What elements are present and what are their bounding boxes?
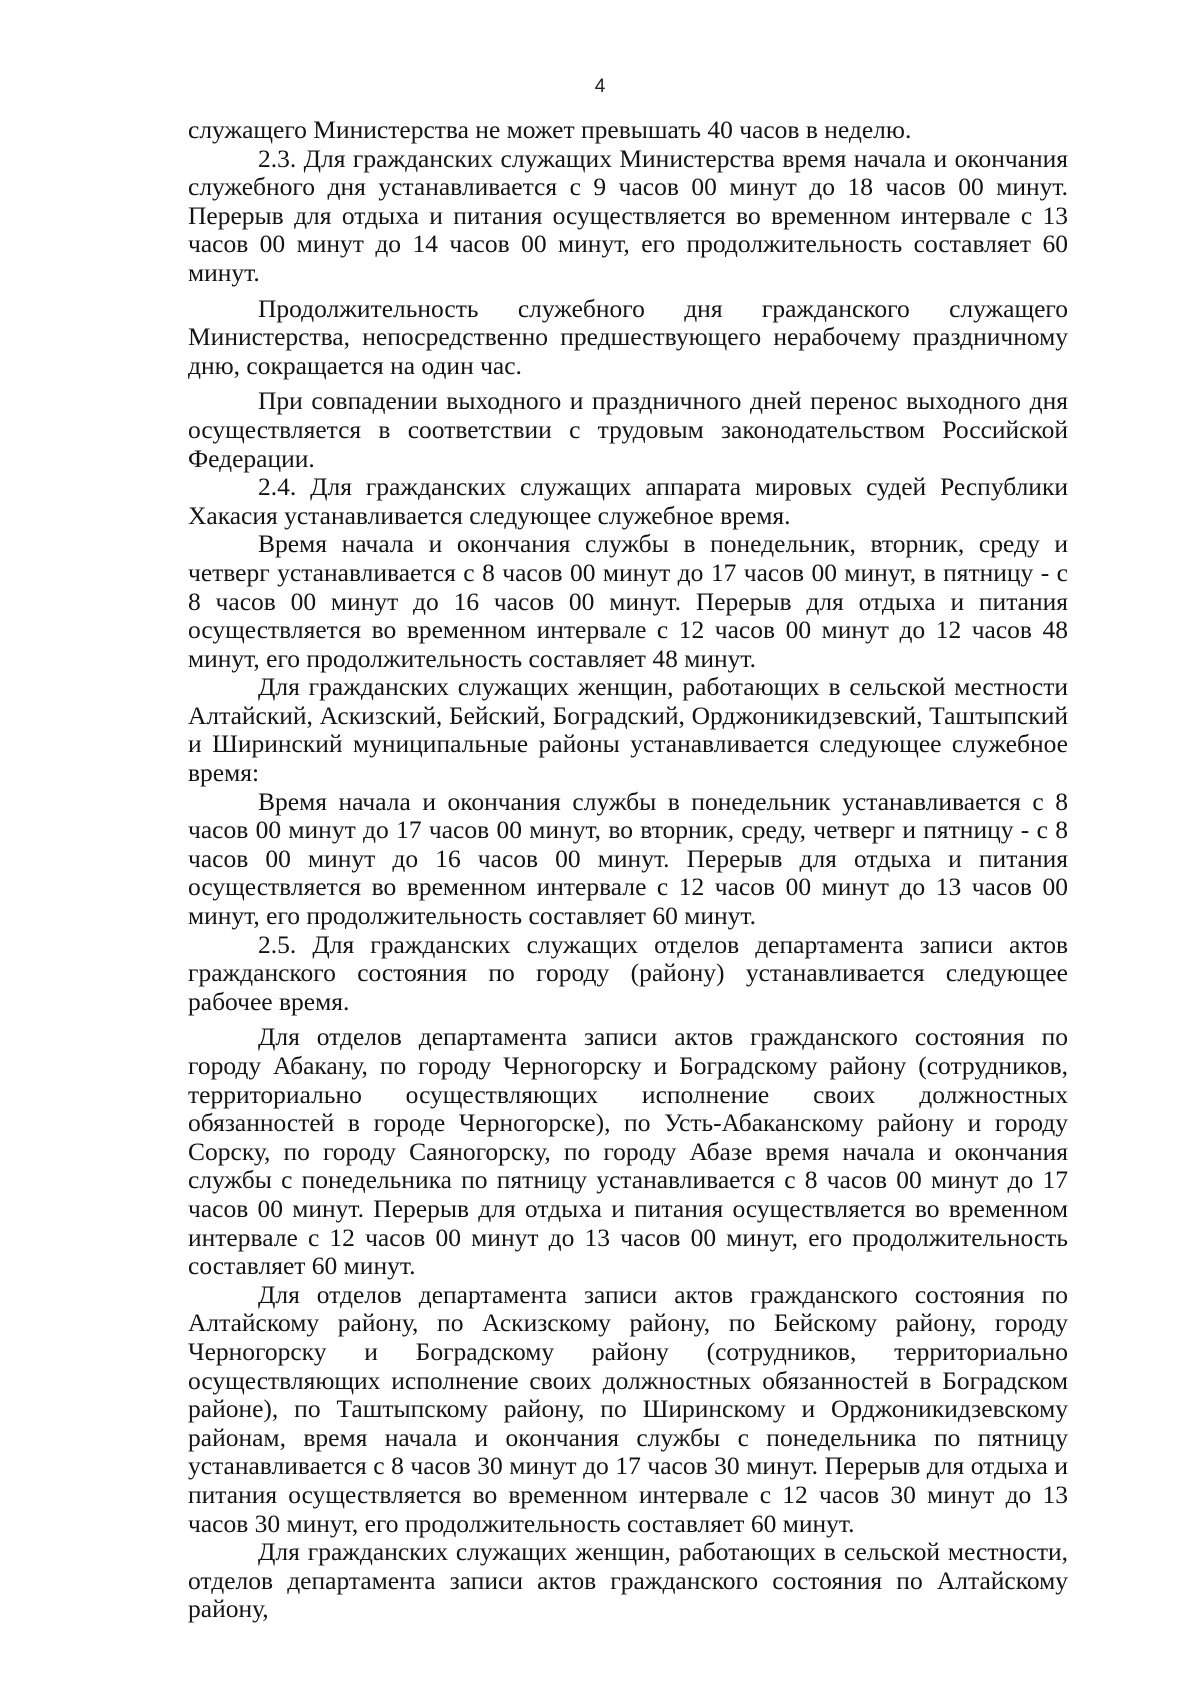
paragraph-rural-women: Для гражданских служащих женщин, работающих в сельской местности Алтайский, Аскизский, Бейский, Боградский, Орджоникидзевский, Таштыпский и Ширинский муниципальные районы устанавливается следующее служебное время:: [188, 672, 1068, 788]
paragraph-2-3: 2.3. Для гражданских служащих Министерства время начала и окончания служебного дня устанавливается с 9 часов 00 минут до 18 часов 00 минут. Перерыв для отдыха и питания осуществляется во временном интервале с 13 часов 00 минут до 14 часов 00 минут, его продолжительность составляет 60 минут.: [188, 143, 1068, 287]
paragraph-judges-schedule: Время начала и окончания службы в понедельник, вторник, среду и четверг устанавливается с 8 часов 00 минут до 17 часов 00 минут, в пятницу - с 8 часов 00 минут до 16 часов 00 минут. Перерыв для отдыха и питания осуществляется во временном интервале с 12 часов 00 минут до 12 часов 48 минут, его продолжительность составляет 48 минут.: [188, 529, 1068, 673]
paragraph-zags-altai: Для отделов департамента записи актов гражданского состояния по Алтайскому району, по Аскизскому району, по Бейскому району, городу Черногорску и Боградскому району (сотрудников, территориально осуществляющих исполнение своих должностных обязанностей в Боградском районе), по Таштыпскому району, по Ширинскому и Орджоникидзевскому районам, время начала и окончания службы с понедельника по пятницу устанавливается с 8 часов 30 минут до 17 часов 30 минут. Перерыв для отдыха и питания осуществляется во временном интервале с 12 часов 30 минут до 13 часов 30 минут, его продолжительность составляет 60 минут.: [188, 1279, 1068, 1538]
paragraph-zags-abakan: Для отделов департамента записи актов гражданского состояния по городу Абакану, по городу Черногорску и Боградскому району (сотрудников, территориально осуществляющих исполнение своих должностных обязанностей в городе Черногорске), по Усть-Абаканскому району и городу Сорску, по городу Саяногорску, по городу Абазе время начала и окончания службы с понедельника по пятницу устанавливается с 8 часов 00 минут до 17 часов 00 минут. Перерыв для отдыха и питания осуществляется во временном интервале с 12 часов 00 минут до 13 часов 00 минут, его продолжительность составляет 60 минут.: [188, 1022, 1068, 1281]
page-number: 4: [594, 76, 606, 97]
paragraph-2-4: 2.4. Для гражданских служащих аппарата мировых судей Республики Хакасия устанавливается следующее служебное время.: [188, 472, 1068, 530]
paragraph-continuation: служащего Министерства не может превышать 40 часов в неделю.: [188, 115, 912, 144]
paragraph-rural-women-schedule: Время начала и окончания службы в понедельник устанавливается с 8 часов 00 минут до 17 часов 00 минут, во вторник, среду, четверг и пятницу - с 8 часов 00 минут до 16 часов 00 минут. Перерыв для отдыха и питания осуществляется во временном интервале с 12 часов 00 минут до 13 часов 00 минут, его продолжительность составляет 60 минут.: [188, 786, 1068, 931]
paragraph-shortened-day: Продолжительность служебного дня гражданского служащего Министерства, непосредственно предшествующего нерабочему праздничному дню, сокращается на один час.: [188, 293, 1068, 380]
paragraph-holiday-transfer: При совпадении выходного и праздничного дней перенос выходного дня осуществляется в соответствии с трудовым законодательством Российской Федерации.: [188, 386, 1068, 473]
document-body: [188, 116, 1068, 1624]
paragraph-zags-rural-women: Для гражданских служащих женщин, работающих в сельской местности, отделов департамента записи актов гражданского состояния по Алтайскому району,: [188, 1537, 1068, 1624]
paragraph-2-5: 2.5. Для гражданских служащих отделов департамента записи актов гражданского состояния по городу (району) устанавливается следующее рабочее время.: [188, 929, 1068, 1016]
